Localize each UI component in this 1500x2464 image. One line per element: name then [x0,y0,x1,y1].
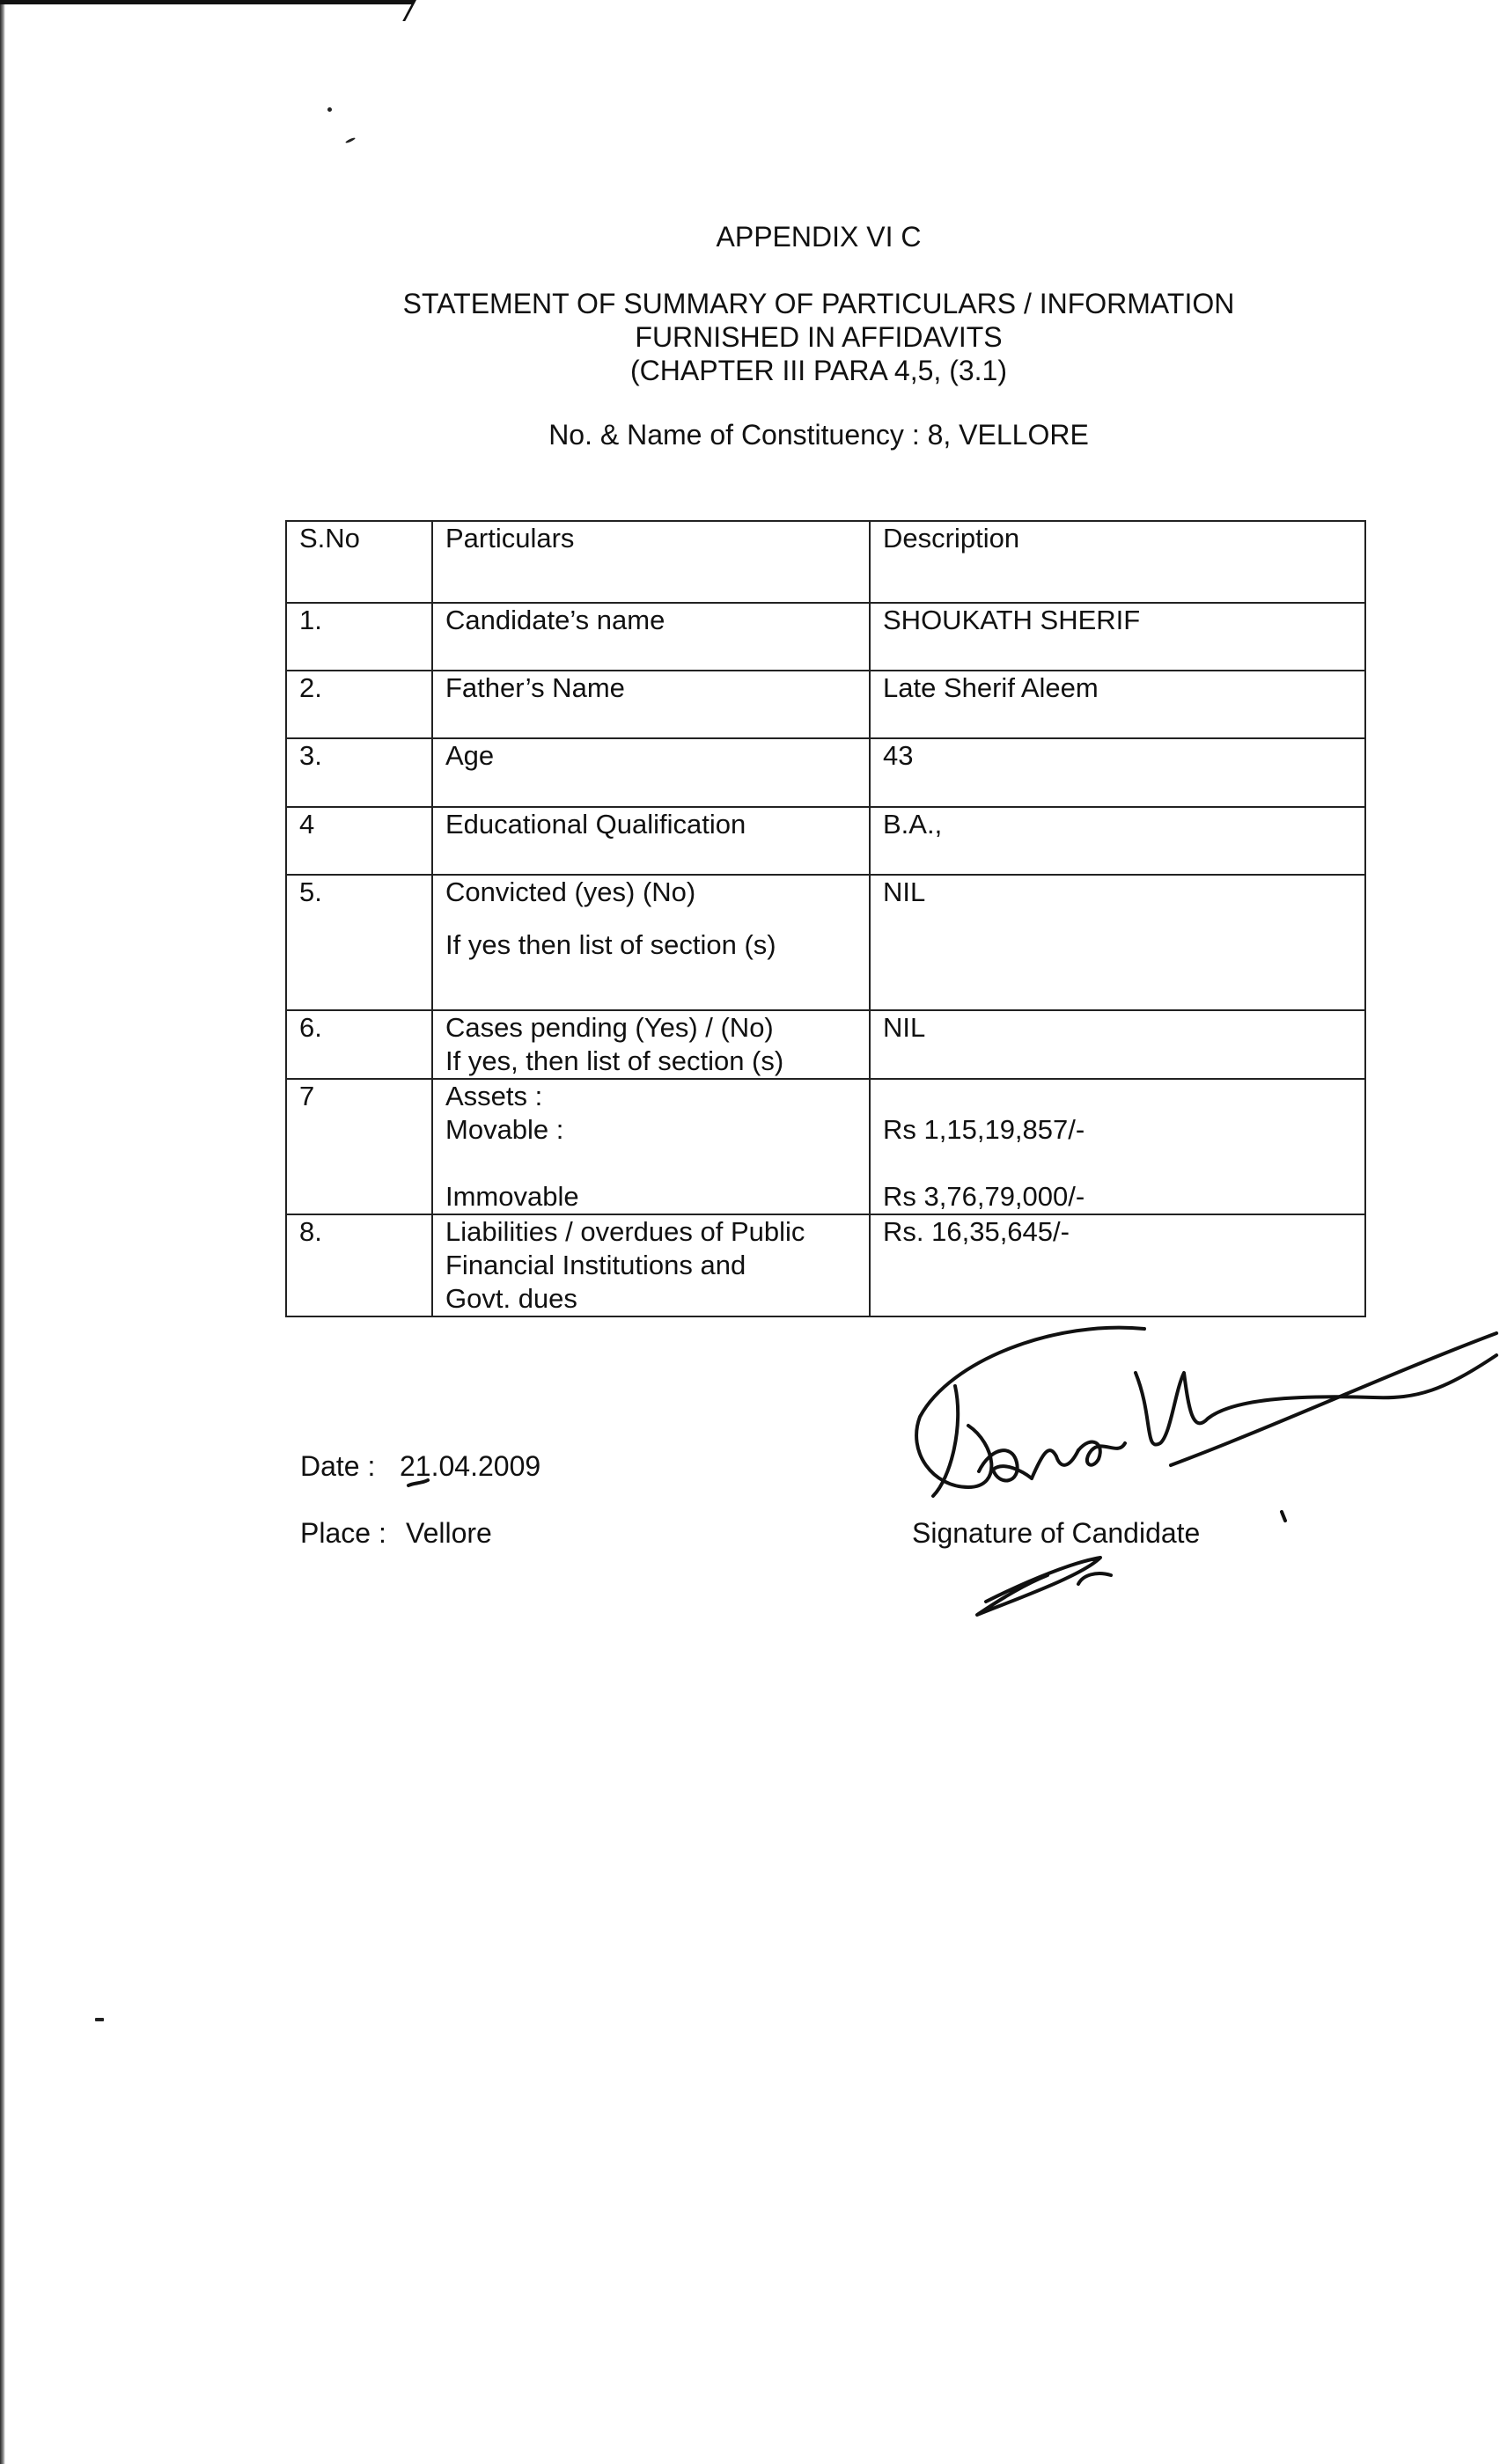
row-description: NIL [870,1010,1365,1079]
row-particulars: Educational Qualification [432,807,870,875]
row-sno: 2. [286,671,432,738]
header-sno: S.No [286,521,432,603]
row-description: Late Sherif Aleem [870,671,1365,738]
row-description: NIL [870,875,1365,1010]
row-sno: 8. [286,1214,432,1316]
statement-title-line-2: FURNISHED IN AFFIDAVITS [635,321,1003,353]
row-particulars: Candidate’s name [432,603,870,671]
statement-title-line-1: STATEMENT OF SUMMARY OF PARTICULARS / INFORMATION [402,288,1235,319]
row-particulars-line-2: If yes then list of section (s) [445,929,776,960]
constituency-line: No. & Name of Constituency : 8, VELLORE [548,419,1089,451]
row-particulars: Father’s Name [432,671,870,738]
place-label: Place : [300,1517,386,1549]
row-particulars: Age [432,738,870,807]
appendix-title: APPENDIX VI C [716,221,922,253]
row-description: Rs 1,15,19,857/- [883,1114,1085,1145]
header-description: Description [870,521,1365,603]
row-description: SHOUKATH SHERIF [870,603,1365,671]
row-particulars: Cases pending (Yes) / (No) [445,1012,774,1043]
row-sno: 3. [286,738,432,807]
row-particulars-line-2: Financial Institutions and [445,1250,746,1280]
row-description: 43 [870,738,1365,807]
row-particulars: Assets : [445,1081,543,1111]
signature-label: Signature of Candidate [912,1517,1201,1549]
row-particulars: Convicted (yes) (No) [445,876,696,907]
place-value: Vellore [406,1517,492,1549]
row-description: Rs. 16,35,645/- [870,1214,1365,1316]
row-sno: 4 [286,807,432,875]
date-value: 21.04.2009 [400,1450,541,1482]
row-particulars: Liabilities / overdues of Public [445,1216,805,1247]
row-particulars-line-3: Govt. dues [445,1283,577,1314]
row-sno: 1. [286,603,432,671]
header-particulars: Particulars [432,521,870,603]
row-particulars-line-3: Immovable [445,1181,579,1212]
row-particulars-line-2: If yes, then list of section (s) [445,1045,784,1076]
row-sno: 7 [286,1079,432,1214]
row-description: B.A., [870,807,1365,875]
row-sno: 5. [286,875,432,1010]
row-sno: 6. [286,1010,432,1079]
date-label: Date : [300,1450,376,1482]
statement-title-line-3: (CHAPTER III PARA 4,5, (3.1) [630,355,1007,386]
row-particulars-line-2: Movable : [445,1114,564,1145]
row-description-line-2: Rs 3,76,79,000/- [883,1181,1085,1212]
